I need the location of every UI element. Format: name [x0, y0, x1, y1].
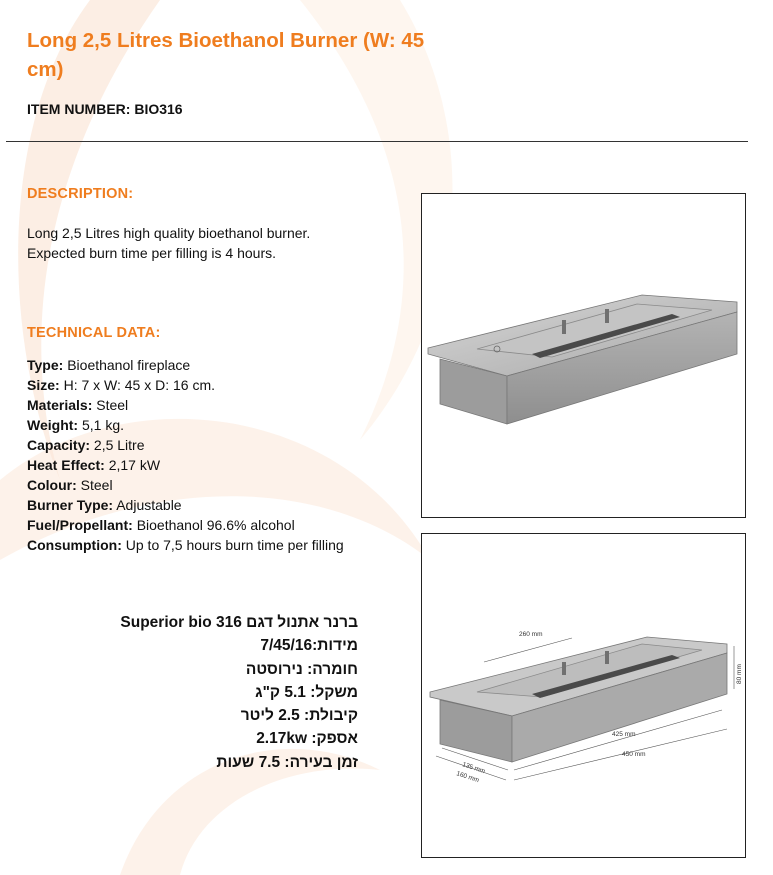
technical-heading: TECHNICAL DATA:: [27, 325, 161, 341]
dim-outer-depth: 160 mm: [455, 770, 480, 785]
spec-size: Size: H: 7 x W: 45 x D: 16 cm.: [27, 377, 216, 393]
spec-materials: Materials: Steel: [27, 397, 129, 413]
item-number-value: BIO316: [134, 101, 183, 117]
spec-type: Type: Bioethanol fireplace: [27, 357, 191, 373]
item-number: [27, 101, 183, 117]
product-title: Long 2,5 Litres Bioethanol Burner (W: 45 cm): [27, 29, 425, 81]
spec-burner-type: Burner Type: Adjustable: [27, 497, 182, 513]
spec-colour: Colour: Steel: [27, 477, 113, 493]
spec-weight: Weight: 5,1 kg.: [27, 417, 124, 433]
spec-consumption: Consumption: Up to 7,5 hours burn time per filling: [27, 537, 344, 553]
dimension-drawing: [422, 534, 745, 857]
item-number-label: ITEM NUMBER:: [27, 101, 131, 117]
dim-inner-depth: 135 mm: [461, 761, 486, 776]
product-photo: [421, 193, 746, 518]
hebrew-line: חומרה: נירוסטה: [245, 660, 358, 678]
hebrew-line: ברנר אתנול דגם Superior bio 316: [120, 614, 358, 631]
hebrew-line: מידות:7/45/16: [260, 637, 358, 655]
hebrew-spec-block: [60, 611, 358, 774]
hebrew-line: אספק: 2.17kw: [256, 730, 358, 748]
header-divider: [6, 141, 748, 142]
description-line: Long 2,5 Litres high quality bioethanol burner.: [27, 225, 311, 241]
description-heading: DESCRIPTION:: [27, 186, 134, 202]
spec-fuel: Fuel/Propellant: Bioethanol 96.6% alcohol: [27, 517, 295, 533]
burner-illustration: [422, 194, 745, 517]
hebrew-line: קיבולת: 2.5 ליטר: [240, 707, 358, 725]
description-text: [27, 223, 387, 263]
description-line: Expected burn time per filling is 4 hours.: [27, 245, 277, 261]
spec-list: [27, 355, 387, 555]
dim-top-opening: 260 mm: [519, 631, 543, 638]
hebrew-line: משקל: 5.1 ק"ג: [255, 683, 358, 701]
spec-capacity: Capacity: 2,5 Litre: [27, 437, 145, 453]
dimension-diagram: [421, 533, 746, 858]
spec-heat-effect: Heat Effect: 2,17 kW: [27, 457, 161, 473]
dim-height: 80 mm: [736, 664, 743, 684]
hebrew-line: זמן בעירה: 7.5 שעות: [216, 753, 358, 771]
dim-outer-length: 450 mm: [622, 751, 646, 758]
dim-inner-length: 425 mm: [612, 731, 636, 738]
